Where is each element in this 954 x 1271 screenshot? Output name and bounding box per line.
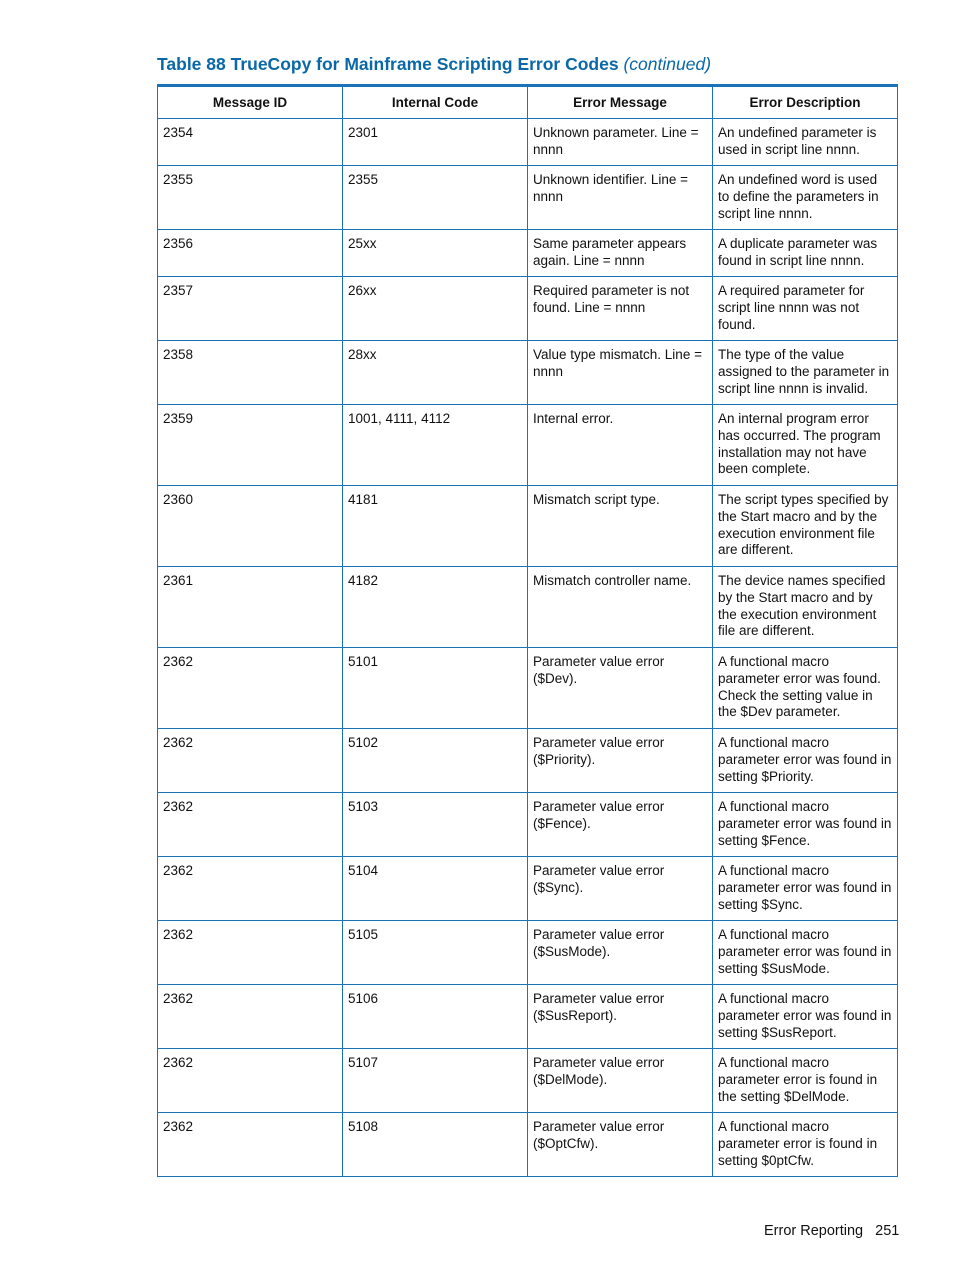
- table-body: [158, 119, 898, 1177]
- footer-section: Error Reporting: [764, 1223, 864, 1239]
- cell-internal-code: 4182: [343, 567, 528, 648]
- cell-internal-code: 2301: [343, 119, 528, 166]
- cell-error-description: The script types specified by the Start macro and by the execution environment file are different.: [713, 486, 898, 567]
- cell-message-id: 2359: [158, 405, 343, 486]
- table-row: [158, 985, 898, 1049]
- cell-error-message: Internal error.: [528, 405, 713, 486]
- cell-error-message: Parameter value error ($Priority).: [528, 729, 713, 793]
- cell-internal-code: 5106: [343, 985, 528, 1049]
- cell-internal-code: 5105: [343, 921, 528, 985]
- table-title: [157, 54, 711, 75]
- table-row: [158, 567, 898, 648]
- cell-error-description: A functional macro parameter error was found in setting $SusReport.: [713, 985, 898, 1049]
- cell-error-description: An undefined word is used to define the parameters in script line nnnn.: [713, 166, 898, 230]
- table-row: [158, 1049, 898, 1113]
- table-row: [158, 405, 898, 486]
- cell-message-id: 2362: [158, 793, 343, 857]
- cell-error-description: An internal program error has occurred. The program installation may not have been complete.: [713, 405, 898, 486]
- cell-internal-code: 4181: [343, 486, 528, 567]
- cell-error-description: A functional macro parameter error is found in setting $0ptCfw.: [713, 1113, 898, 1177]
- error-codes-table: [157, 84, 898, 1177]
- cell-internal-code: 2355: [343, 166, 528, 230]
- table-row: [158, 166, 898, 230]
- cell-internal-code: 5108: [343, 1113, 528, 1177]
- cell-error-message: Mismatch script type.: [528, 486, 713, 567]
- table-row: [158, 921, 898, 985]
- cell-error-message: Same parameter appears again. Line = nnnn: [528, 230, 713, 277]
- cell-internal-code: 5107: [343, 1049, 528, 1113]
- cell-message-id: 2362: [158, 648, 343, 729]
- cell-internal-code: 25xx: [343, 230, 528, 277]
- cell-internal-code: 28xx: [343, 341, 528, 405]
- cell-error-description: A functional macro parameter error is found in the setting $DelMode.: [713, 1049, 898, 1113]
- cell-message-id: 2362: [158, 921, 343, 985]
- cell-internal-code: 26xx: [343, 277, 528, 341]
- cell-error-message: Parameter value error ($Dev).: [528, 648, 713, 729]
- table-title-continued: (continued): [623, 54, 712, 74]
- table-row: [158, 486, 898, 567]
- cell-error-description: A functional macro parameter error was found. Check the setting value in the $Dev parameter.: [713, 648, 898, 729]
- cell-error-description: A functional macro parameter error was found in setting $Sync.: [713, 857, 898, 921]
- cell-error-description: A functional macro parameter error was found in setting $Fence.: [713, 793, 898, 857]
- cell-error-message: Required parameter is not found. Line = nnnn: [528, 277, 713, 341]
- page-number: 251: [875, 1223, 900, 1239]
- cell-error-message: Parameter value error ($Fence).: [528, 793, 713, 857]
- cell-message-id: 2362: [158, 1049, 343, 1113]
- header-error-description: Error Description: [713, 86, 898, 119]
- table-row: [158, 857, 898, 921]
- table-row: [158, 230, 898, 277]
- header-internal-code: Internal Code: [343, 86, 528, 119]
- cell-message-id: 2362: [158, 1113, 343, 1177]
- cell-internal-code: 5101: [343, 648, 528, 729]
- cell-internal-code: 5103: [343, 793, 528, 857]
- cell-error-description: The device names specified by the Start macro and by the execution environment file are different.: [713, 567, 898, 648]
- cell-error-message: Unknown identifier. Line = nnnn: [528, 166, 713, 230]
- cell-error-message: Mismatch controller name.: [528, 567, 713, 648]
- table-row: [158, 648, 898, 729]
- cell-error-description: An undefined parameter is used in script line nnnn.: [713, 119, 898, 166]
- cell-message-id: 2355: [158, 166, 343, 230]
- cell-error-message: Parameter value error ($SusReport).: [528, 985, 713, 1049]
- header-message-id: Message ID: [158, 86, 343, 119]
- cell-error-description: A functional macro parameter error was found in setting $Priority.: [713, 729, 898, 793]
- table-row: [158, 1113, 898, 1177]
- cell-error-description: A duplicate parameter was found in script line nnnn.: [713, 230, 898, 277]
- table-header-row: [158, 86, 898, 119]
- table-row: [158, 729, 898, 793]
- cell-message-id: 2357: [158, 277, 343, 341]
- cell-error-message: Parameter value error ($OptCfw).: [528, 1113, 713, 1177]
- cell-error-message: Value type mismatch. Line = nnnn: [528, 341, 713, 405]
- cell-internal-code: 5102: [343, 729, 528, 793]
- cell-message-id: 2361: [158, 567, 343, 648]
- cell-message-id: 2362: [158, 729, 343, 793]
- table-row: [158, 341, 898, 405]
- header-error-message: Error Message: [528, 86, 713, 119]
- cell-error-description: A functional macro parameter error was found in setting $SusMode.: [713, 921, 898, 985]
- table-row: [158, 793, 898, 857]
- cell-message-id: 2356: [158, 230, 343, 277]
- cell-internal-code: 5104: [343, 857, 528, 921]
- cell-message-id: 2358: [158, 341, 343, 405]
- cell-error-message: Parameter value error ($SusMode).: [528, 921, 713, 985]
- cell-message-id: 2362: [158, 857, 343, 921]
- cell-message-id: 2362: [158, 985, 343, 1049]
- table-row: [158, 277, 898, 341]
- cell-error-description: A required parameter for script line nnnn was not found.: [713, 277, 898, 341]
- cell-error-message: Parameter value error ($DelMode).: [528, 1049, 713, 1113]
- table-row: [158, 119, 898, 166]
- cell-message-id: 2360: [158, 486, 343, 567]
- cell-error-description: The type of the value assigned to the parameter in script line nnnn is invalid.: [713, 341, 898, 405]
- page-footer: [764, 1223, 899, 1239]
- cell-error-message: Unknown parameter. Line = nnnn: [528, 119, 713, 166]
- cell-internal-code: 1001, 4111, 4112: [343, 405, 528, 486]
- cell-error-message: Parameter value error ($Sync).: [528, 857, 713, 921]
- cell-message-id: 2354: [158, 119, 343, 166]
- table-title-main: Table 88 TrueCopy for Mainframe Scripting Error Codes: [157, 54, 619, 74]
